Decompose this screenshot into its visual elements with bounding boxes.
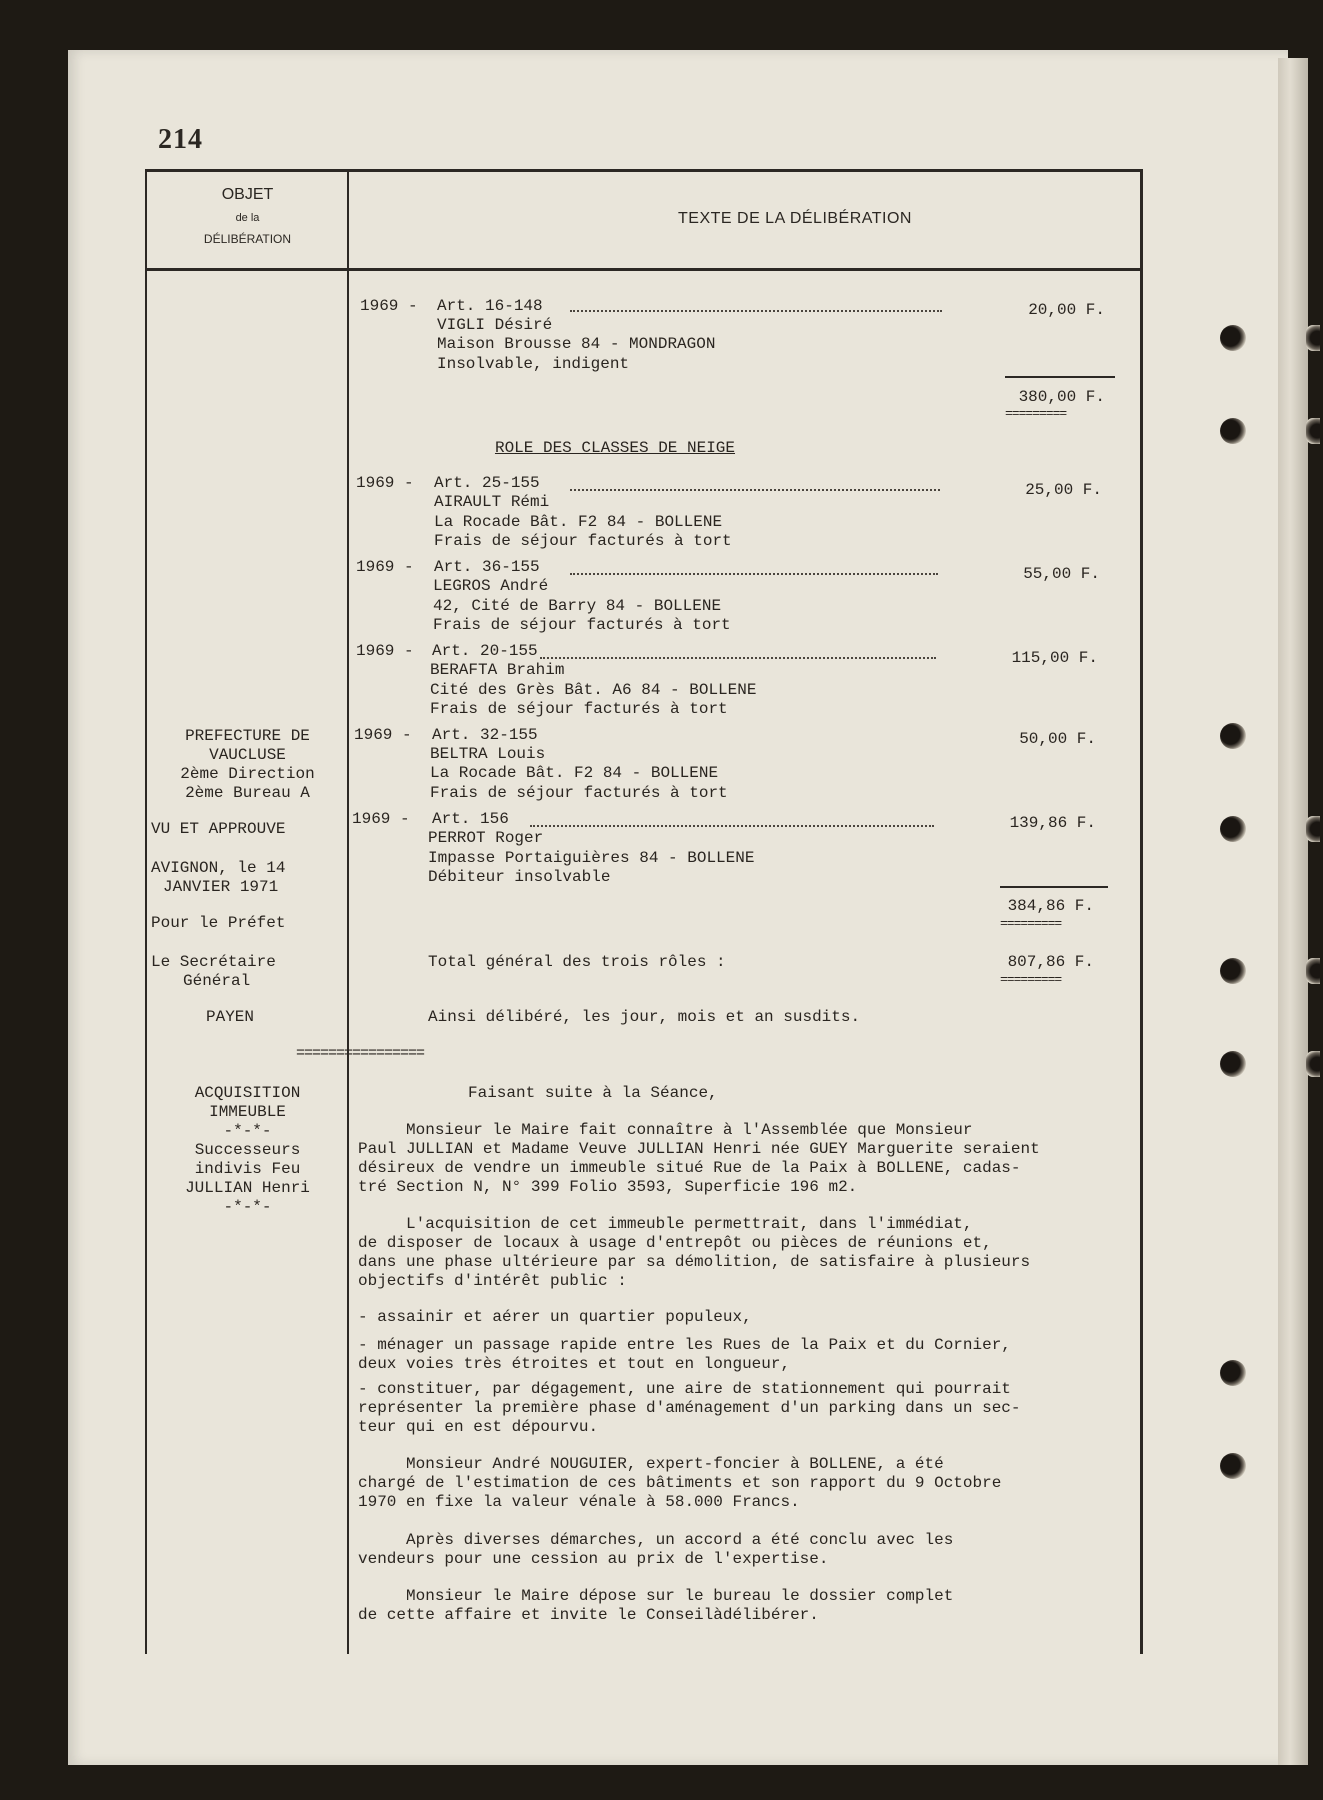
page-number: 214 bbox=[158, 124, 203, 155]
binder-hole-icon bbox=[1306, 418, 1320, 444]
binder-hole-icon bbox=[1306, 325, 1320, 351]
body-bullet: - constituer, par dégagement, une aire de stationnement qui pourrait bbox=[358, 1380, 1011, 1398]
body-bullet: représenter la première phase d'aménagement d'un parking dans un sec- bbox=[358, 1399, 1021, 1417]
body-text: dans une phase ultérieure par sa démolition, de satisfaire à plusieurs bbox=[358, 1253, 1031, 1271]
body-text: vendeurs pour une cession au prix de l'expertise. bbox=[358, 1550, 829, 1568]
entry-year: 1969 - bbox=[356, 558, 414, 576]
entry-article: Art. 32-155 bbox=[432, 726, 538, 744]
entry-reason: Débiteur insolvable bbox=[428, 868, 611, 886]
entry-reason: Frais de séjour facturés à tort bbox=[433, 616, 731, 634]
entry-address: Cité des Grès Bât. A6 84 - BOLLENE bbox=[430, 681, 757, 699]
entry-address: La Rocade Bât. F2 84 - BOLLENE bbox=[430, 764, 719, 782]
body-text: Monsieur André NOUGUIER, expert-foncier à BOLLENE, a été bbox=[358, 1455, 944, 1473]
entry-article: Art. 25-155 bbox=[434, 474, 540, 492]
acquisition-line: indivis Feu bbox=[194, 1160, 301, 1178]
body-text: L'acquisition de cet immeuble permettrait, dans l'immédiat, bbox=[358, 1215, 973, 1233]
body-text: désireux de vendre un immeuble situé Rue de la Paix à BOLLENE, cadas- bbox=[358, 1159, 1021, 1177]
prefecture-line: 2ème Direction bbox=[180, 765, 315, 783]
leader-dots bbox=[530, 825, 934, 827]
double-rule: ========= bbox=[1000, 972, 1062, 987]
secretaire-general: Le Secrétaire bbox=[151, 953, 276, 971]
entry-article: Art. 156 bbox=[432, 810, 509, 828]
acquisition-line: -*-*- bbox=[223, 1122, 272, 1140]
binder-hole-icon bbox=[1220, 1360, 1246, 1386]
body-text: chargé de l'estimation de ces bâtiments et son rapport du 9 Octobre bbox=[358, 1474, 1002, 1492]
total-amount: 807,86 F. bbox=[1007, 953, 1094, 971]
binder-hole-icon bbox=[1220, 816, 1246, 842]
entry-year: 1969 - bbox=[354, 726, 412, 744]
acquisition-line: ACQUISITION bbox=[194, 1084, 301, 1102]
entry-year: 1969 - bbox=[356, 642, 414, 660]
section-separator: ================ bbox=[296, 1045, 425, 1062]
entry-year: 1969 - bbox=[352, 810, 410, 828]
binder-hole-icon bbox=[1220, 325, 1246, 351]
body-text: tré Section N, N° 399 Folio 3593, Superficie 196 m2. bbox=[358, 1178, 858, 1196]
avignon-date: JANVIER 1971 bbox=[163, 878, 279, 896]
entry-amount: 115,00 F. bbox=[1011, 649, 1098, 667]
acquisition-line: -*-*- bbox=[223, 1198, 272, 1216]
entry-year: 1969 - bbox=[356, 474, 414, 492]
acquisition-line: JULLIAN Henri bbox=[185, 1179, 310, 1197]
entry-address: Maison Brousse 84 - MONDRAGON bbox=[437, 335, 716, 353]
column-header-texte: TEXTE DE LA DÉLIBÉRATION bbox=[678, 210, 912, 227]
body-text: Monsieur le Maire fait connaître à l'Assemblée que Monsieur bbox=[358, 1121, 973, 1139]
binder-hole-icon bbox=[1220, 1051, 1246, 1077]
double-rule: ========= bbox=[1005, 406, 1067, 421]
entry-year: 1969 - bbox=[360, 297, 418, 315]
table-top-border bbox=[145, 169, 1142, 172]
entry-name: BELTRA Louis bbox=[430, 745, 546, 763]
entry-article: Art. 20-155 bbox=[432, 642, 538, 660]
binder-hole-icon bbox=[1220, 723, 1246, 749]
table-right-border bbox=[1140, 169, 1143, 1654]
leader-dots bbox=[570, 573, 938, 575]
body-text: 1970 en fixe la valeur vénale à 58.000 Francs. bbox=[358, 1493, 800, 1511]
entry-address: Impasse Portaiguières 84 - BOLLENE bbox=[428, 849, 755, 867]
avignon-date: AVIGNON, le 14 bbox=[151, 859, 286, 877]
pour-le-prefet: Pour le Préfet bbox=[151, 914, 286, 932]
entry-address: La Rocade Bât. F2 84 - BOLLENE bbox=[434, 513, 723, 531]
body-text: Après diverses démarches, un accord a été conclu avec les bbox=[358, 1531, 954, 1549]
entry-address: 42, Cité de Barry 84 - BOLLENE bbox=[433, 597, 722, 615]
subtotal-amount: 384,86 F. bbox=[1007, 897, 1094, 915]
prefecture-line: VAUCLUSE bbox=[209, 746, 286, 764]
entry-amount: 25,00 F. bbox=[1025, 481, 1102, 499]
subtotal-rule bbox=[1000, 886, 1108, 888]
header-objet: OBJET bbox=[221, 186, 274, 203]
header-deliberation: DÉLIBÉRATION bbox=[203, 232, 292, 246]
column-divider bbox=[347, 169, 349, 1654]
binder-hole-icon bbox=[1220, 1453, 1246, 1479]
body-bullet: - assainir et aérer un quartier populeux, bbox=[358, 1308, 752, 1326]
body-bullet: - ménager un passage rapide entre les Rues de la Paix et du Cornier, bbox=[358, 1336, 1011, 1354]
leader-dots bbox=[570, 489, 940, 491]
binder-hole-icon bbox=[1306, 958, 1320, 984]
entry-name: BERAFTA Brahim bbox=[430, 661, 565, 679]
entry-amount: 50,00 F. bbox=[1019, 730, 1096, 748]
entry-amount: 139,86 F. bbox=[1009, 814, 1096, 832]
binder-hole-icon bbox=[1220, 418, 1246, 444]
secretaire-general: Général bbox=[183, 972, 251, 990]
body-text: Monsieur le Maire dépose sur le bureau le dossier complet bbox=[358, 1587, 954, 1605]
entry-amount: 55,00 F. bbox=[1023, 565, 1100, 583]
body-text: Faisant suite à la Séance, bbox=[468, 1084, 718, 1102]
entry-article: Art. 36-155 bbox=[434, 558, 540, 576]
prefecture-line: 2ème Bureau A bbox=[185, 784, 310, 802]
signatory-name: PAYEN bbox=[206, 1008, 255, 1026]
entry-reason: Frais de séjour facturés à tort bbox=[430, 784, 728, 802]
entry-name: VIGLI Désiré bbox=[437, 316, 553, 334]
leader-dots bbox=[570, 310, 942, 312]
binder-hole-icon bbox=[1306, 1051, 1320, 1077]
entry-reason: Insolvable, indigent bbox=[437, 355, 630, 373]
header-bottom-border bbox=[145, 268, 1142, 271]
body-bullet: teur qui en est dépourvu. bbox=[358, 1418, 599, 1436]
binder-hole-icon bbox=[1306, 816, 1320, 842]
body-text: Paul JULLIAN et Madame Veuve JULLIAN Henri née GUEY Marguerite seraient bbox=[358, 1140, 1040, 1158]
closing-statement: Ainsi délibéré, les jour, mois et an susdits. bbox=[428, 1008, 861, 1026]
acquisition-line: Successeurs bbox=[194, 1141, 301, 1159]
approval-text: VU ET APPROUVE bbox=[151, 820, 286, 838]
subtotal-rule bbox=[1005, 376, 1115, 378]
entry-reason: Frais de séjour facturés à tort bbox=[434, 532, 732, 550]
prefecture-line: PREFECTURE DE bbox=[185, 727, 310, 745]
entry-article: Art. 16-148 bbox=[437, 297, 543, 315]
subtotal-amount: 380,00 F. bbox=[1018, 388, 1105, 406]
entry-reason: Frais de séjour facturés à tort bbox=[430, 700, 728, 718]
entry-name: AIRAULT Rémi bbox=[434, 493, 550, 511]
entry-amount: 20,00 F. bbox=[1028, 301, 1105, 319]
header-de-la: de la bbox=[235, 212, 260, 224]
entry-name: LEGROS André bbox=[433, 577, 549, 595]
leader-dots bbox=[540, 657, 936, 659]
body-text: objectifs d'intérêt public : bbox=[358, 1272, 627, 1290]
binder-hole-icon bbox=[1220, 958, 1246, 984]
body-text: de cette affaire et invite le Conseilàdélibérer. bbox=[358, 1606, 819, 1624]
acquisition-line: IMMEUBLE bbox=[209, 1103, 286, 1121]
body-text: de disposer de locaux à usage d'entrepôt ou pièces de réunions et, bbox=[358, 1234, 992, 1252]
body-bullet: deux voies très étroites et tout en longueur, bbox=[358, 1355, 791, 1373]
column-header-objet bbox=[150, 186, 345, 246]
entry-name: PERROT Roger bbox=[428, 829, 544, 847]
page-edge bbox=[1278, 58, 1308, 1765]
total-label: Total général des trois rôles : bbox=[428, 953, 726, 971]
double-rule: ========= bbox=[1000, 916, 1062, 931]
section-title: ROLE DES CLASSES DE NEIGE bbox=[494, 439, 736, 457]
table-left-border bbox=[145, 169, 147, 1654]
